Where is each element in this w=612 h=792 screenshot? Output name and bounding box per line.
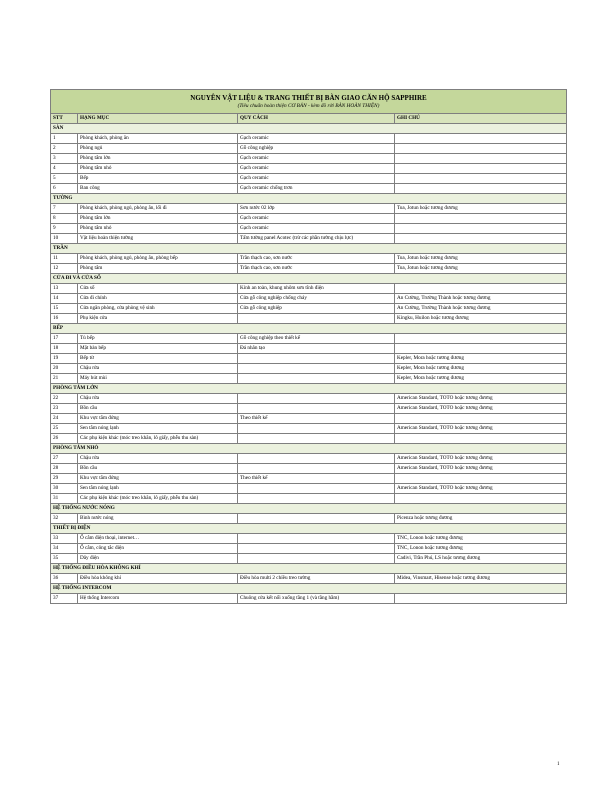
section-row: [51, 244, 567, 254]
table-row: [51, 464, 567, 474]
cell-note: American Standard, TOTO hoặc tương đương: [395, 404, 567, 414]
section-title: THIẾT BỊ ĐIỆN: [51, 524, 567, 534]
section-row: [51, 274, 567, 284]
cell-stt: 4: [51, 164, 78, 174]
title-row: [51, 90, 567, 114]
cell-stt: 18: [51, 344, 78, 354]
cell-spec: [238, 464, 395, 474]
cell-item: Khu vực tắm đứng: [78, 414, 238, 424]
cell-spec: [238, 314, 395, 324]
cell-spec: Sơn nước 02 lớp: [238, 204, 395, 214]
table-row: [51, 414, 567, 424]
section-row: [51, 564, 567, 574]
cell-stt: 35: [51, 554, 78, 564]
table-row: [51, 294, 567, 304]
section-title: HỆ THỐNG ĐIỀU HÒA KHÔNG KHÍ: [51, 564, 567, 574]
cell-stt: 17: [51, 334, 78, 344]
table-row: [51, 214, 567, 224]
cell-item: Máy hút mùi: [78, 374, 238, 384]
cell-spec: Chuông cửa kết nối xuống tầng 1 (và tầng hầm): [238, 594, 395, 604]
cell-note: American Standard, TOTO hoặc tương đương: [395, 424, 567, 434]
cell-spec: [238, 364, 395, 374]
cell-note: TNC, Lonon hoặc tương đương: [395, 544, 567, 554]
section-title: HỆ THỐNG INTERCOM: [51, 584, 567, 594]
cell-spec: [238, 424, 395, 434]
cell-note: [395, 134, 567, 144]
spec-sheet: [50, 89, 566, 604]
section-title: HỆ THỐNG NƯỚC NÓNG: [51, 504, 567, 514]
cell-item: Mặt bàn bếp: [78, 344, 238, 354]
cell-item: Phòng ngủ: [78, 144, 238, 154]
cell-note: [395, 594, 567, 604]
cell-item: Ban công: [78, 184, 238, 194]
cell-item: Phòng tắm nhỏ: [78, 224, 238, 234]
cell-spec: Gạch ceramic: [238, 174, 395, 184]
table-row: [51, 534, 567, 544]
cell-note: [395, 234, 567, 244]
table-row: [51, 174, 567, 184]
table-row: [51, 424, 567, 434]
cell-spec: [238, 494, 395, 504]
cell-note: [395, 434, 567, 444]
cell-item: Phòng tắm lớn: [78, 154, 238, 164]
cell-note: [395, 334, 567, 344]
cell-stt: 27: [51, 454, 78, 464]
cell-item: Phòng tắm nhỏ: [78, 164, 238, 174]
cell-stt: 24: [51, 414, 78, 424]
table-row: [51, 374, 567, 384]
cell-note: [395, 224, 567, 234]
cell-spec: [238, 434, 395, 444]
cell-stt: 5: [51, 174, 78, 184]
cell-stt: 14: [51, 294, 78, 304]
cell-stt: 20: [51, 364, 78, 374]
table-row: [51, 494, 567, 504]
cell-note: [395, 214, 567, 224]
cell-stt: 11: [51, 254, 78, 264]
cell-item: Sen tắm nóng lạnh: [78, 484, 238, 494]
section-row: [51, 194, 567, 204]
cell-note: Toa, Jotun hoặc tương đương: [395, 204, 567, 214]
cell-note: TNC, Lonon hoặc tương đương: [395, 534, 567, 544]
table-row: [51, 474, 567, 484]
cell-spec: [238, 544, 395, 554]
cell-stt: 30: [51, 484, 78, 494]
cell-stt: 16: [51, 314, 78, 324]
cell-stt: 1: [51, 134, 78, 144]
cell-item: Khu vực tắm đứng: [78, 474, 238, 484]
table-row: [51, 394, 567, 404]
cell-stt: 12: [51, 264, 78, 274]
section-row: [51, 524, 567, 534]
cell-item: Phòng khách, phòng ngủ, phòng ăn, lối đi: [78, 204, 238, 214]
spec-table: [50, 89, 567, 604]
cell-item: Điều hòa không khí: [78, 574, 238, 584]
cell-note: [395, 164, 567, 174]
table-row: [51, 134, 567, 144]
cell-spec: [238, 374, 395, 384]
table-row: [51, 254, 567, 264]
table-row: [51, 514, 567, 524]
cell-note: Toa, Jotun hoặc tương đương: [395, 264, 567, 274]
section-row: [51, 384, 567, 394]
section-title: TRẦN: [51, 244, 567, 254]
cell-stt: 28: [51, 464, 78, 474]
table-row: [51, 364, 567, 374]
cell-spec: [238, 484, 395, 494]
cell-note: [395, 174, 567, 184]
cell-item: Phòng khách, phòng ăn: [78, 134, 238, 144]
cell-stt: 15: [51, 304, 78, 314]
cell-spec: Theo thiết kế: [238, 474, 395, 484]
cell-spec: Điều hòa multi 2 chiều treo tường: [238, 574, 395, 584]
cell-spec: Kính an toàn, khung nhôm sơn tĩnh điện: [238, 284, 395, 294]
cell-stt: 7: [51, 204, 78, 214]
cell-note: Picenza hoặc tương đương: [395, 514, 567, 524]
cell-note: American Standard, TOTO hoặc tương đương: [395, 454, 567, 464]
cell-note: [395, 494, 567, 504]
cell-stt: 22: [51, 394, 78, 404]
document-subtitle: (Tiêu chuẩn hoàn thiện CƠ BẢN - kèm đồ rời BÀN HOÀN THIỆN): [237, 102, 380, 109]
cell-stt: 13: [51, 284, 78, 294]
table-row: [51, 154, 567, 164]
section-title: CỬA ĐI VÀ CỬA SỔ: [51, 274, 567, 284]
cell-item: Cửa sổ: [78, 284, 238, 294]
cell-item: Bếp từ: [78, 354, 238, 364]
section-title: TƯỜNG: [51, 194, 567, 204]
cell-item: Chậu rửa: [78, 364, 238, 374]
header-spec: QUY CÁCH: [238, 114, 395, 124]
cell-item: Dây điện: [78, 554, 238, 564]
title-cell: [51, 90, 567, 114]
cell-item: Cửa ngăn phòng, cửa phòng vệ sinh: [78, 304, 238, 314]
cell-stt: 29: [51, 474, 78, 484]
cell-spec: Gạch ceramic: [238, 134, 395, 144]
cell-spec: [238, 354, 395, 364]
cell-note: Kepler, Mora hoặc tương đương: [395, 374, 567, 384]
cell-item: Phụ kiện cửa: [78, 314, 238, 324]
table-row: [51, 234, 567, 244]
cell-item: Chậu rửa: [78, 394, 238, 404]
cell-spec: [238, 394, 395, 404]
section-row: [51, 324, 567, 334]
table-row: [51, 594, 567, 604]
section-row: [51, 444, 567, 454]
cell-item: Hệ thống Intercom: [78, 594, 238, 604]
cell-stt: 21: [51, 374, 78, 384]
cell-spec: [238, 534, 395, 544]
cell-item: Ổ cắm điện thoại, internet…: [78, 534, 238, 544]
table-row: [51, 434, 567, 444]
table-row: [51, 544, 567, 554]
cell-item: Cửa đi chính: [78, 294, 238, 304]
cell-note: Kepler, Mora hoặc tương đương: [395, 354, 567, 364]
table-row: [51, 284, 567, 294]
cell-stt: 23: [51, 404, 78, 414]
table-row: [51, 304, 567, 314]
cell-spec: Gỗ công nghiệp theo thiết kế: [238, 334, 395, 344]
cell-spec: [238, 404, 395, 414]
cell-note: American Standard, TOTO hoặc tương đương: [395, 394, 567, 404]
cell-item: Các phụ kiện khác (móc treo khăn, lô giấy, phễu thu sàn): [78, 434, 238, 444]
header-item: HẠNG MỤC: [78, 114, 238, 124]
cell-item: Các phụ kiện khác (móc treo khăn, lô giấy, phễu thu sàn): [78, 494, 238, 504]
cell-stt: 19: [51, 354, 78, 364]
cell-spec: Gạch ceramic: [238, 224, 395, 234]
cell-item: Phòng khách, phòng ngủ, phòng ăn, phòng bếp: [78, 254, 238, 264]
cell-note: American Standard, TOTO hoặc tương đương: [395, 484, 567, 494]
cell-spec: [238, 514, 395, 524]
table-row: [51, 404, 567, 414]
cell-note: [395, 154, 567, 164]
cell-stt: 3: [51, 154, 78, 164]
section-title: PHÒNG TẮM LỚN: [51, 384, 567, 394]
section-row: [51, 124, 567, 134]
cell-item: Tủ bếp: [78, 334, 238, 344]
cell-stt: 25: [51, 424, 78, 434]
cell-note: An Cường, Trường Thành hoặc tương đương: [395, 294, 567, 304]
cell-stt: 6: [51, 184, 78, 194]
cell-note: [395, 414, 567, 424]
table-row: [51, 574, 567, 584]
section-title: SÀN: [51, 124, 567, 134]
cell-spec: Cửa gỗ công nghiệp: [238, 304, 395, 314]
cell-item: Ổ cắm, công tắc điện: [78, 544, 238, 554]
cell-note: Toa, Jotun hoặc tương đương: [395, 254, 567, 264]
table-row: [51, 554, 567, 564]
cell-item: Phòng tắm lớn: [78, 214, 238, 224]
cell-stt: 9: [51, 224, 78, 234]
cell-note: [395, 474, 567, 484]
cell-stt: 31: [51, 494, 78, 504]
cell-note: [395, 144, 567, 154]
cell-spec: Gạch ceramic: [238, 214, 395, 224]
document-title: NGUYÊN VẬT LIỆU & TRANG THIẾT BỊ BÀN GIAO CĂN HỘ SAPPHIRE: [190, 93, 427, 102]
cell-spec: Theo thiết kế: [238, 414, 395, 424]
header-row: [51, 114, 567, 124]
cell-spec: [238, 454, 395, 464]
cell-note: An Cường, Trường Thành hoặc tương đương: [395, 304, 567, 314]
table-row: [51, 454, 567, 464]
page-number: 1: [557, 762, 560, 767]
cell-spec: Đá nhân tạo: [238, 344, 395, 354]
cell-stt: 10: [51, 234, 78, 244]
cell-stt: 33: [51, 534, 78, 544]
cell-spec: Trần thạch cao, sơn nước: [238, 264, 395, 274]
cell-item: Sen tắm nóng lạnh: [78, 424, 238, 434]
cell-note: Midea, Vinsmart, Hisense hoặc tương đương: [395, 574, 567, 584]
table-row: [51, 314, 567, 324]
cell-stt: 36: [51, 574, 78, 584]
cell-note: Kingku, Huilon hoặc tương đương: [395, 314, 567, 324]
table-row: [51, 224, 567, 234]
cell-item: Vật liệu hoàn thiện tường: [78, 234, 238, 244]
cell-note: American Standard, TOTO hoặc tương đương: [395, 464, 567, 474]
cell-note: Cadivi, Trần Phú, LS hoặc tương đương: [395, 554, 567, 564]
table-row: [51, 204, 567, 214]
cell-spec: Gạch ceramic chống trơn: [238, 184, 395, 194]
table-row: [51, 334, 567, 344]
cell-note: [395, 344, 567, 354]
cell-spec: Gạch ceramic: [238, 164, 395, 174]
cell-spec: Cửa gỗ công nghiệp chống cháy: [238, 294, 395, 304]
table-row: [51, 164, 567, 174]
table-row: [51, 484, 567, 494]
cell-item: Phòng tắm: [78, 264, 238, 274]
table-row: [51, 354, 567, 364]
table-row: [51, 184, 567, 194]
section-title: BẾP: [51, 324, 567, 334]
cell-stt: 32: [51, 514, 78, 524]
cell-spec: Gạch ceramic: [238, 154, 395, 164]
header-stt: STT: [51, 114, 78, 124]
cell-spec: Trần thạch cao, sơn nước: [238, 254, 395, 264]
cell-stt: 37: [51, 594, 78, 604]
cell-stt: 34: [51, 544, 78, 554]
cell-spec: [238, 554, 395, 564]
cell-stt: 26: [51, 434, 78, 444]
cell-item: Bếp: [78, 174, 238, 184]
table-row: [51, 344, 567, 354]
cell-spec: Tấm tường panel Acotec (trừ các phần tường chịu lực): [238, 234, 395, 244]
cell-spec: Gỗ công nghiệp: [238, 144, 395, 154]
table-row: [51, 144, 567, 154]
cell-item: Bình nước nóng: [78, 514, 238, 524]
table-row: [51, 264, 567, 274]
cell-stt: 8: [51, 214, 78, 224]
cell-stt: 2: [51, 144, 78, 154]
section-row: [51, 584, 567, 594]
section-row: [51, 504, 567, 514]
header-note: GHI CHÚ: [395, 114, 567, 124]
section-title: PHÒNG TẮM NHỎ: [51, 444, 567, 454]
cell-item: Bồn cầu: [78, 464, 238, 474]
cell-note: [395, 284, 567, 294]
cell-note: Kepler, Mora hoặc tương đương: [395, 364, 567, 374]
cell-note: [395, 184, 567, 194]
cell-item: Bồn cầu: [78, 404, 238, 414]
cell-item: Chậu rửa: [78, 454, 238, 464]
